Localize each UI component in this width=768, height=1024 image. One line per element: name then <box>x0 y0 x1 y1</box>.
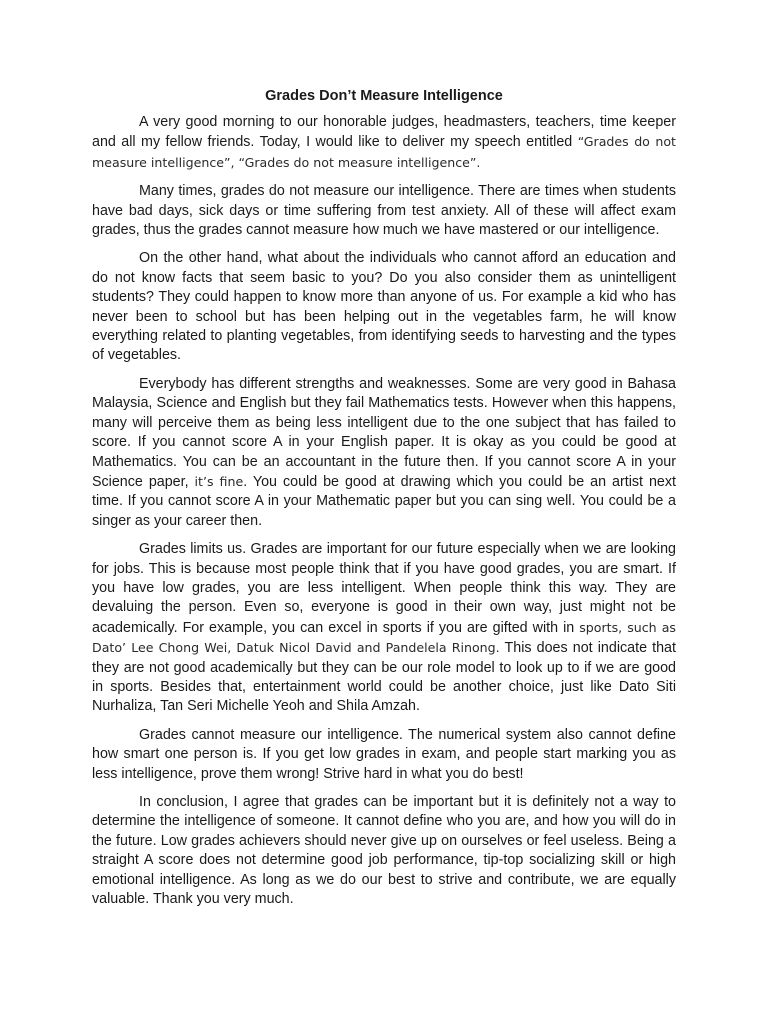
paragraph-numerical-system: Grades cannot measure our intelligence. The numerical system also cannot define how smart one person is. If you get low grades in exam, and people start marking you as less intelligence, prove them wrong! Strive hard in what you do best! <box>92 726 676 782</box>
document-title: Grades Don’t Measure Intelligence <box>265 88 503 104</box>
paragraph-strengths-text-2: . You could be good at drawing which you could be an artist next time. If you cannot score A in your Mathematic paper but you can sing well. You could be a singer as your career then. <box>92 473 676 529</box>
paragraph-strengths-text-1: Everybody has different strengths and weaknesses. Some are very good in Bahasa Malaysia, Science and English but they fail Mathematics tests. However when this happens, many will perceive them as being less intelligent due to the one subject that has failed to score. If you cannot score A in your English paper. It is okay as you could be good at Mathematics. You can be an accountant in the future then. If you cannot score A in your Science paper, <box>92 375 676 490</box>
its-fine-phrase: it’s fine <box>194 473 244 489</box>
paragraph-strengths-weaknesses <box>92 375 676 531</box>
paragraph-greeting-text: A very good morning to our honorable judges, headmasters, teachers, time keeper and all my fellow friends. Today, I would like to deliver my speech entitled <box>92 114 676 151</box>
paragraph-other-hand: On the other hand, what about the individuals who cannot afford an education and do not know facts that seem basic to you? Do you also consider them as unintelligent students? They could happen to know more than anyone of us. For example a kid who has never been to school but has been helping out in the vegetables farm, he will know everything related to planting vegetables, from identifying seeds to harvesting and the types of vegetables. <box>92 250 676 364</box>
paragraph-limits-text-1: Grades limits us. Grades are important for our future especially when we are looking for jobs. This is because most people think that if you have good grades, you are smart. If you have low grades, you are less intelligent. When people think this way. They are devaluing the person. Even so, everyone is good in their own way, just might not be academically. For example, you can excel in sports if you are gifted with in <box>92 541 676 636</box>
paragraph-grades-intelligence: Many times, grades do not measure our intelligence. There are times when students have bad days, sick days or time suffering from test anxiety. All of these will affect exam grades, thus the grades cannot measure how much we have mastered or our intelligence. <box>92 183 676 239</box>
paragraph-limits-text-2: This does not indicate that they are not good academically but they can be our role model to look up to if we are good in sports. Besides that, entertainment world could be another choice, just like Dato Siti Nurhaliza, Tan Seri Michelle Yeoh and Shila Amzah. <box>92 640 676 715</box>
athletes-phrase: sports, such as Dato’ Lee Chong Wei, Datuk Nicol David and Pandelela Rinong. <box>92 619 676 656</box>
paragraph-conclusion: In conclusion, I agree that grades can be important but it is definitely not a way to determine the intelligence of someone. It cannot define who you are, and how you will do in the future. Low grades achievers should never give up on ourselves or feel useless. Being a straight A score does not determine good job performance, tip-top socializing skill or high emotional intelligence. As long as we do our best to strive and contribute, we are equally valuable. Thank you very much. <box>92 794 676 908</box>
speech-title-quote: “Grades do not measure intelligence”, “Grades do not measure intelligence”. <box>92 134 676 170</box>
paragraph-greeting <box>92 113 676 173</box>
paragraph-grades-limit <box>92 540 676 717</box>
